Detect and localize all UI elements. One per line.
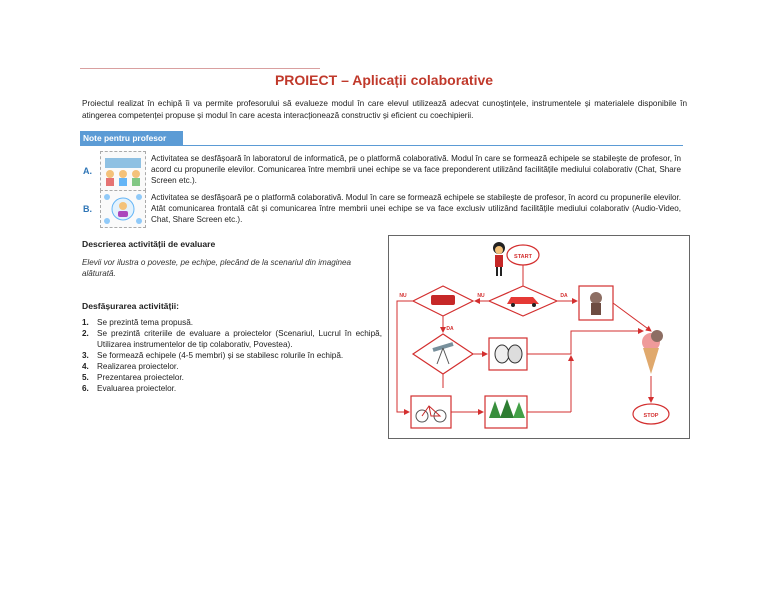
nu-label-1: NU <box>477 293 485 299</box>
steps-list <box>82 317 382 394</box>
steps-heading: Desfășurarea activității: <box>82 301 179 311</box>
option-b-letter: B. <box>83 204 92 214</box>
notes-header: Note pentru profesor <box>80 131 183 145</box>
monkey-icon <box>591 303 601 315</box>
bus-icon <box>431 295 455 305</box>
nu-label-2: NU <box>399 293 407 299</box>
notes-underline <box>80 145 683 146</box>
telescope-decision <box>413 334 473 374</box>
online-meeting-image <box>100 190 146 228</box>
list-item: 3. Se formează echipele (4-5 membri) și se stabilesc rolurile în echipă. <box>82 351 344 360</box>
ice-cream-icon <box>642 330 663 374</box>
intro-paragraph: Proiectul realizat în echipă îi va permite profesorului să evalueze modul în care elevul utilizează adecvat cunoștințele, instrumentele și materialele disponibile în atingerea competenței propuse și modul în care acesta interacționează constructiv și eficient cu coechipierii. <box>82 99 687 120</box>
list-item: 4. Realizarea proiectelor. <box>82 362 179 371</box>
list-item: 6. Evaluarea proiectelor. <box>82 384 177 393</box>
da-label-1: DA <box>560 293 568 299</box>
flowchart <box>388 235 690 439</box>
stop-label: STOP <box>643 413 659 419</box>
classroom-image <box>100 151 146 191</box>
top-rule <box>80 68 320 69</box>
list-item: 2. Se prezintă criteriile de evaluare a proiectelor (Scenariul, Lucrul în echipă, Utilizarea instrumentelor de tip colaborativ, Povestea). <box>82 329 382 349</box>
list-item: 1. Se prezintă tema propusă. <box>82 318 194 327</box>
start-label: START <box>514 254 532 260</box>
page-title: PROIECT – Aplicații colaborative <box>274 72 494 88</box>
option-a-letter: A. <box>83 166 92 176</box>
option-a-text: Activitatea se desfășoară în laboratorul de informatică, pe o platformă colaborativă. Modul în care se formează echipele se stabilește de profesor, în acord cu propunerile elevilor. Comunicarea între membrii unei echipe se va face preponderent utilizând facilitățile mediului colaborativ (Chat, Share Screen etc.). <box>151 154 681 185</box>
girl-illustration <box>493 242 505 276</box>
da-label-2: DA <box>446 326 454 332</box>
list-item: 5. Prezentarea proiectelor. <box>82 373 184 382</box>
desc-heading: Descrierea activității de evaluare <box>82 239 216 249</box>
option-b-text: Activitatea se desfășoară pe o platformă colaborativă. Modul în care se formează echipele se stabilește de profesor, în acord cu propunerile elevilor. Atât comunicarea frontală cât și comunicarea între membrii unei echipe se va face exclusiv utilizând facilitățile mediului colaborativ (Audio-Video, Chat, Share Screen etc.). <box>151 193 681 224</box>
desc-text: Elevii vor ilustra o poveste, pe echipe, plecând de la scenariul din imaginea alăturată. <box>82 258 352 278</box>
masks-icon <box>495 345 509 363</box>
